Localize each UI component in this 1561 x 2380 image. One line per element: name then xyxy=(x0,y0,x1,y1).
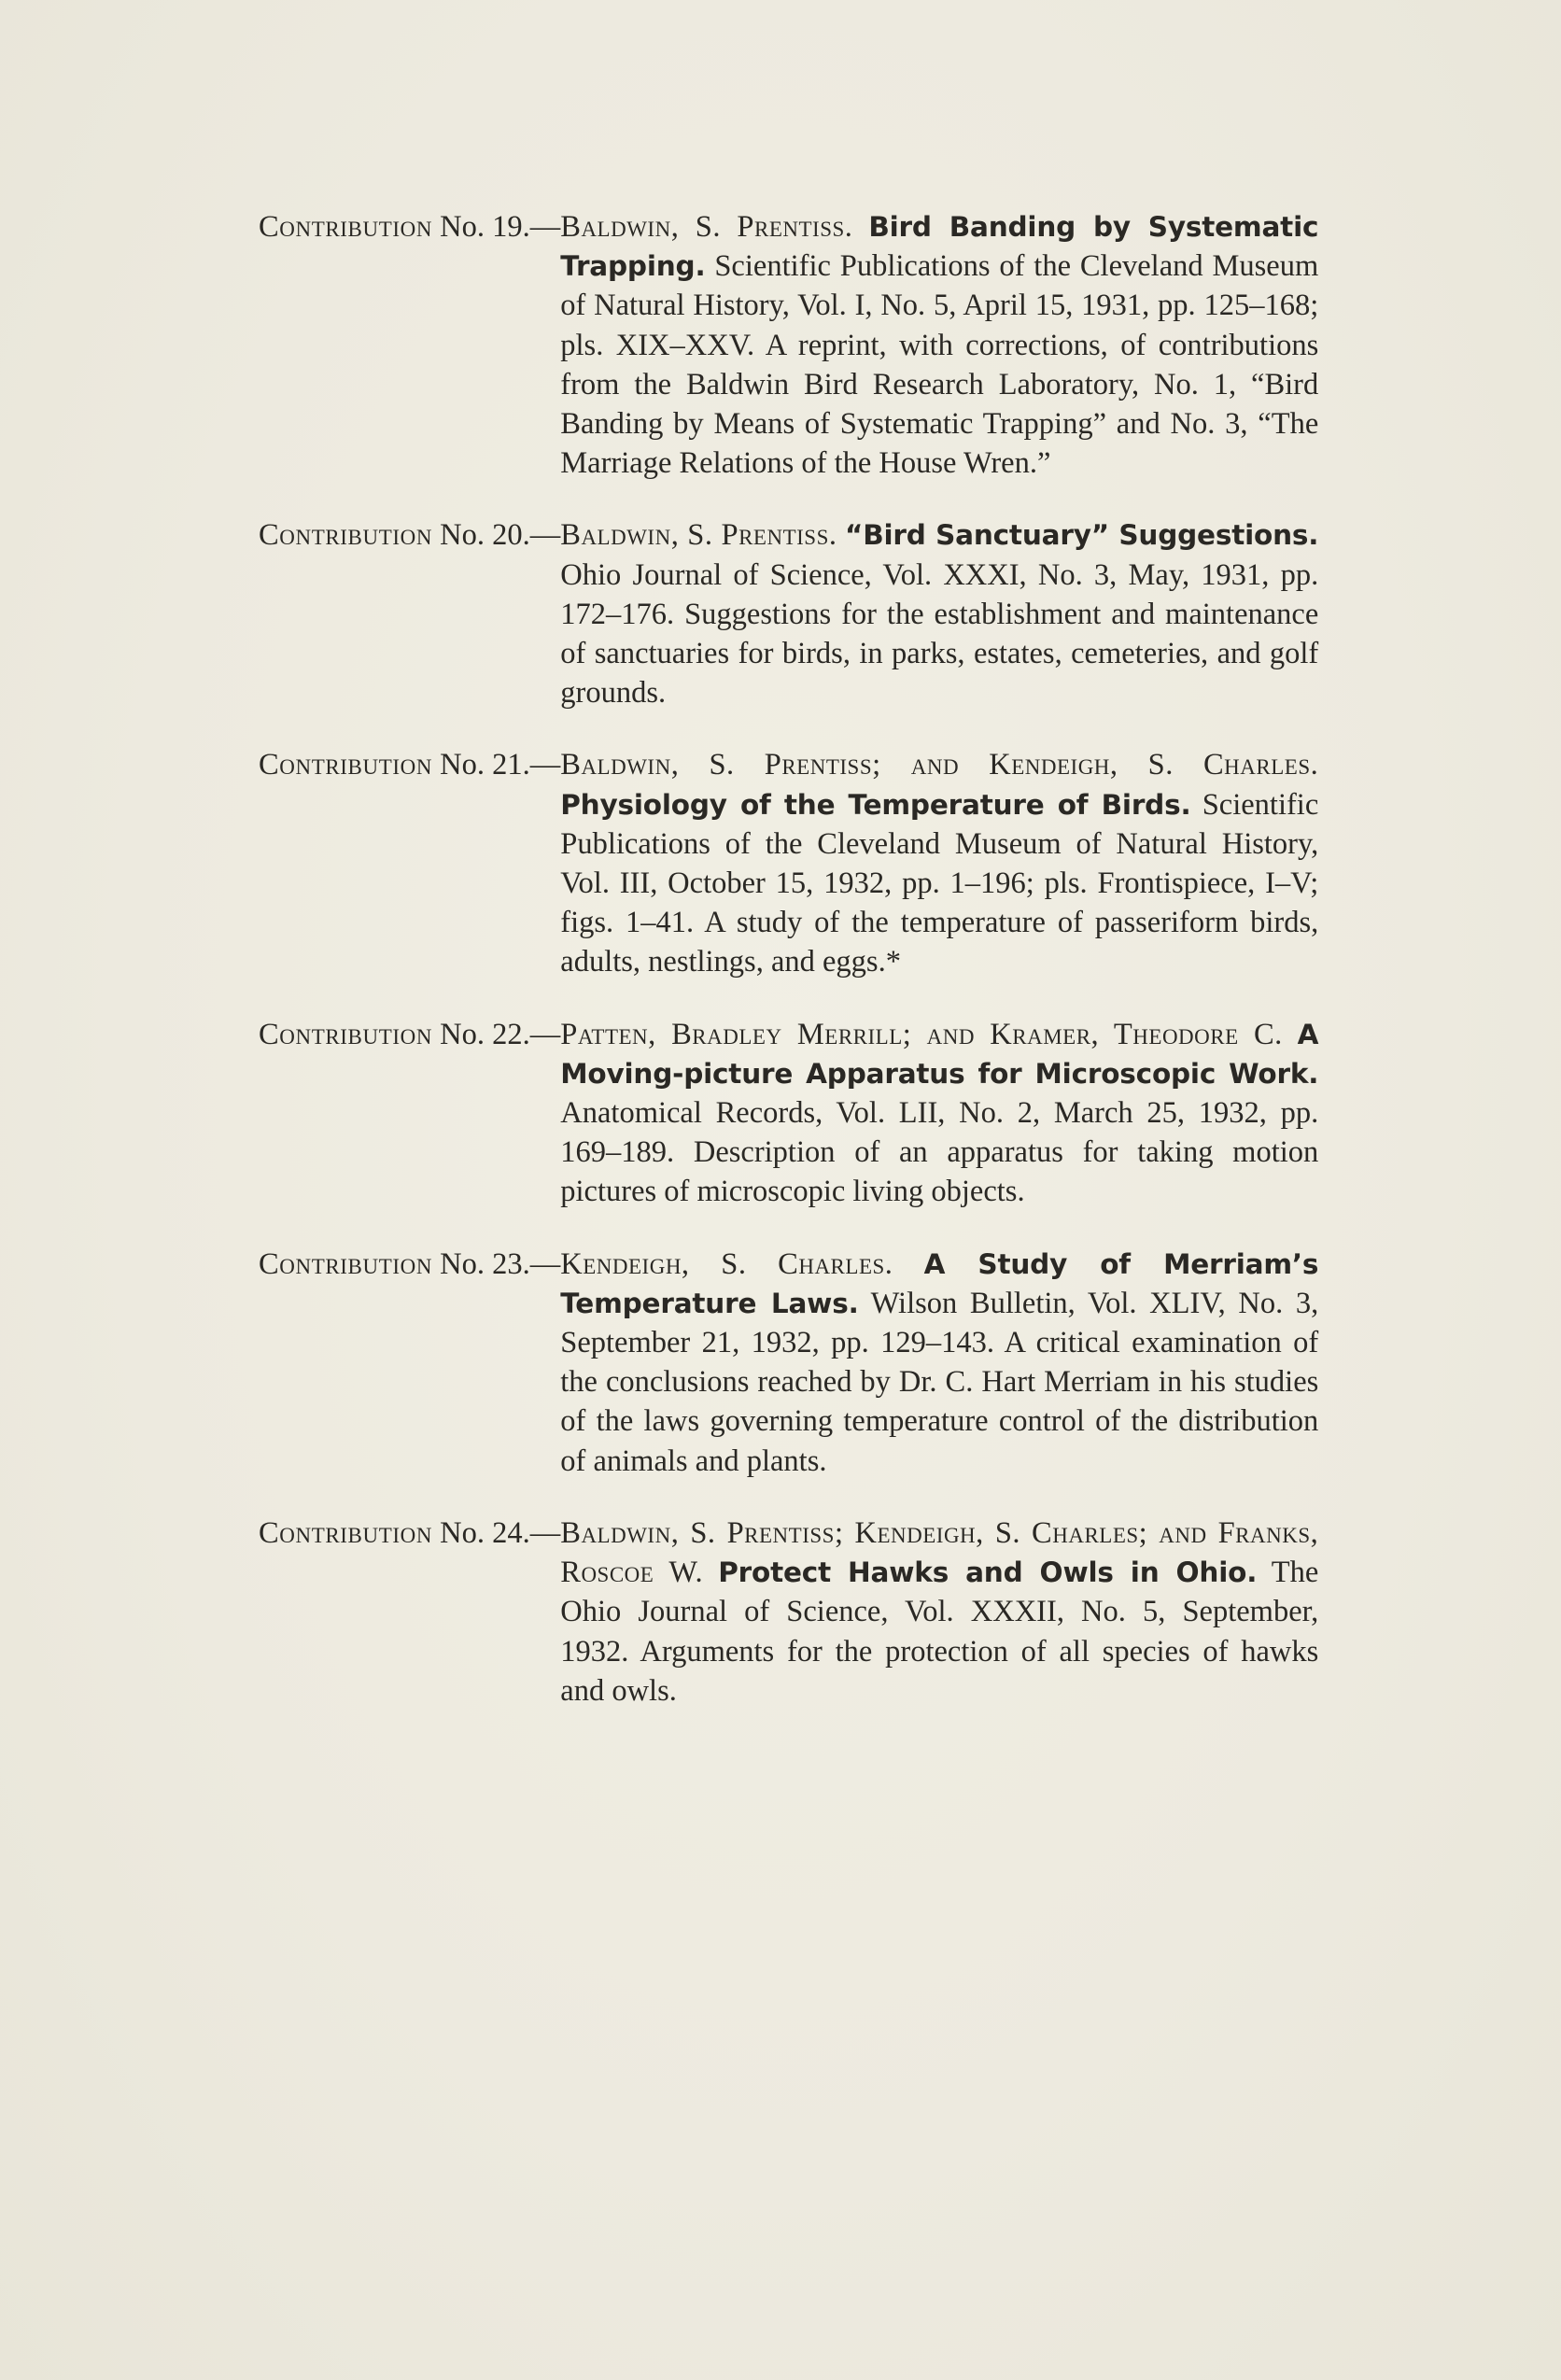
contribution-authors: Baldwin, S. Prentiss. xyxy=(560,210,853,244)
contribution-entry xyxy=(259,515,1379,712)
contribution-entry xyxy=(259,1514,1379,1711)
contribution-label: Contribution xyxy=(259,1017,433,1051)
contribution-body xyxy=(560,1015,1318,1212)
contribution-authors: Baldwin, S. Prentiss; and Kendeigh, S. Charles. xyxy=(560,748,1319,782)
contribution-entry xyxy=(259,1015,1379,1212)
contribution-label: Contribution xyxy=(259,748,433,782)
contribution-heading: Contribution No. 24.— xyxy=(259,1515,561,1550)
contribution-heading: Contribution No. 23.— xyxy=(259,1246,561,1281)
contribution-title: “Bird Sanctuary” Suggestions. xyxy=(845,519,1319,552)
contribution-entry xyxy=(259,745,1379,981)
contribution-label: Contribution xyxy=(259,1515,433,1550)
contribution-details: The Ohio Journal of Science, Vol. XXXII, No. 5, September, 1932. Arguments for the protection of all species of hawks and owls. xyxy=(560,1556,1319,1708)
contribution-title: Protect Hawks and Owls in Ohio. xyxy=(718,1556,1258,1589)
contribution-heading: Contribution No. 21.— xyxy=(259,748,561,782)
contribution-body xyxy=(560,745,1318,981)
contribution-body xyxy=(560,207,1318,483)
contribution-details: Scientific Publications of the Cleveland Museum of Natural History, Vol. III, October 15, 1932, pp. 1–196; pls. Frontispiece, I–V; figs. 1–41. A study of the temperature of passeriform birds, adults, nestlings, and eggs.* xyxy=(560,787,1319,979)
contribution-body xyxy=(560,515,1318,712)
contribution-authors: Patten, Bradley Merrill; and Kramer, Theodore C. xyxy=(560,1017,1283,1051)
contribution-details: Anatomical Records, Vol. LII, No. 2, March 25, 1932, pp. 169–189. Description of an apparatus for taking motion pictures of microscopic living objects. xyxy=(560,1096,1319,1209)
contribution-number: No. 21. xyxy=(440,748,530,782)
contribution-title: A Moving-picture Apparatus for Microscopic Work. xyxy=(560,1018,1319,1090)
contribution-details: Scientific Publications of the Cleveland Museum of Natural History, Vol. I, No. 5, April 15, 1931, pp. 125–168; pls. XIX–XXV. A reprint, with corrections, of contributions from the Baldwin Bird Research Laboratory, No. 1, “Bird Banding by Means of Systematic Trapping” and No. 3, “The Marriage Relations of the House Wren.” xyxy=(560,249,1319,481)
contribution-label: Contribution xyxy=(259,1246,433,1281)
contribution-heading: Contribution No. 20.— xyxy=(259,518,561,553)
contribution-title: A Study of Merriam’s Temperature Laws. xyxy=(560,1247,1319,1319)
contribution-label: Contribution xyxy=(259,210,433,244)
contribution-title: Physiology of the Temperature of Birds. xyxy=(560,788,1191,821)
contribution-authors: Kendeigh, S. Charles. xyxy=(560,1246,893,1281)
contribution-heading: Contribution No. 22.— xyxy=(259,1017,561,1051)
contribution-heading: Contribution No. 19.— xyxy=(259,210,561,244)
contribution-label: Contribution xyxy=(259,518,433,553)
contribution-body xyxy=(560,1514,1318,1711)
contribution-title: Bird Banding by Systematic Trapping. xyxy=(560,211,1319,283)
contribution-number: No. 23. xyxy=(440,1246,530,1281)
contribution-number: No. 20. xyxy=(440,518,530,553)
contribution-entry xyxy=(259,1245,1379,1481)
contribution-entry xyxy=(259,207,1379,483)
contribution-details: Ohio Journal of Science, Vol. XXXI, No. 3, May, 1931, pp. 172–176. Suggestions for the establishment and maintenance of sanctuaries for birds, in parks, estates, cemeteries, and golf grounds. xyxy=(560,557,1319,711)
contribution-number: No. 19. xyxy=(440,210,530,244)
contribution-authors: Baldwin, S. Prentiss. xyxy=(560,518,837,553)
contributions-list xyxy=(259,207,1379,1743)
contribution-body xyxy=(560,1245,1318,1481)
contribution-authors: Baldwin, S. Prentiss; Kendeigh, S. Charles; and Franks, Roscoe W. xyxy=(560,1515,1319,1590)
contribution-number: No. 22. xyxy=(440,1017,530,1051)
contribution-number: No. 24. xyxy=(440,1515,530,1550)
contribution-details: Wilson Bulletin, Vol. XLIV, No. 3, September 21, 1932, pp. 129–143. A critical examination of the conclusions reached by Dr. C. Hart Merriam in his studies of the laws governing temperature control of the distribution of animals and plants. xyxy=(560,1286,1319,1478)
